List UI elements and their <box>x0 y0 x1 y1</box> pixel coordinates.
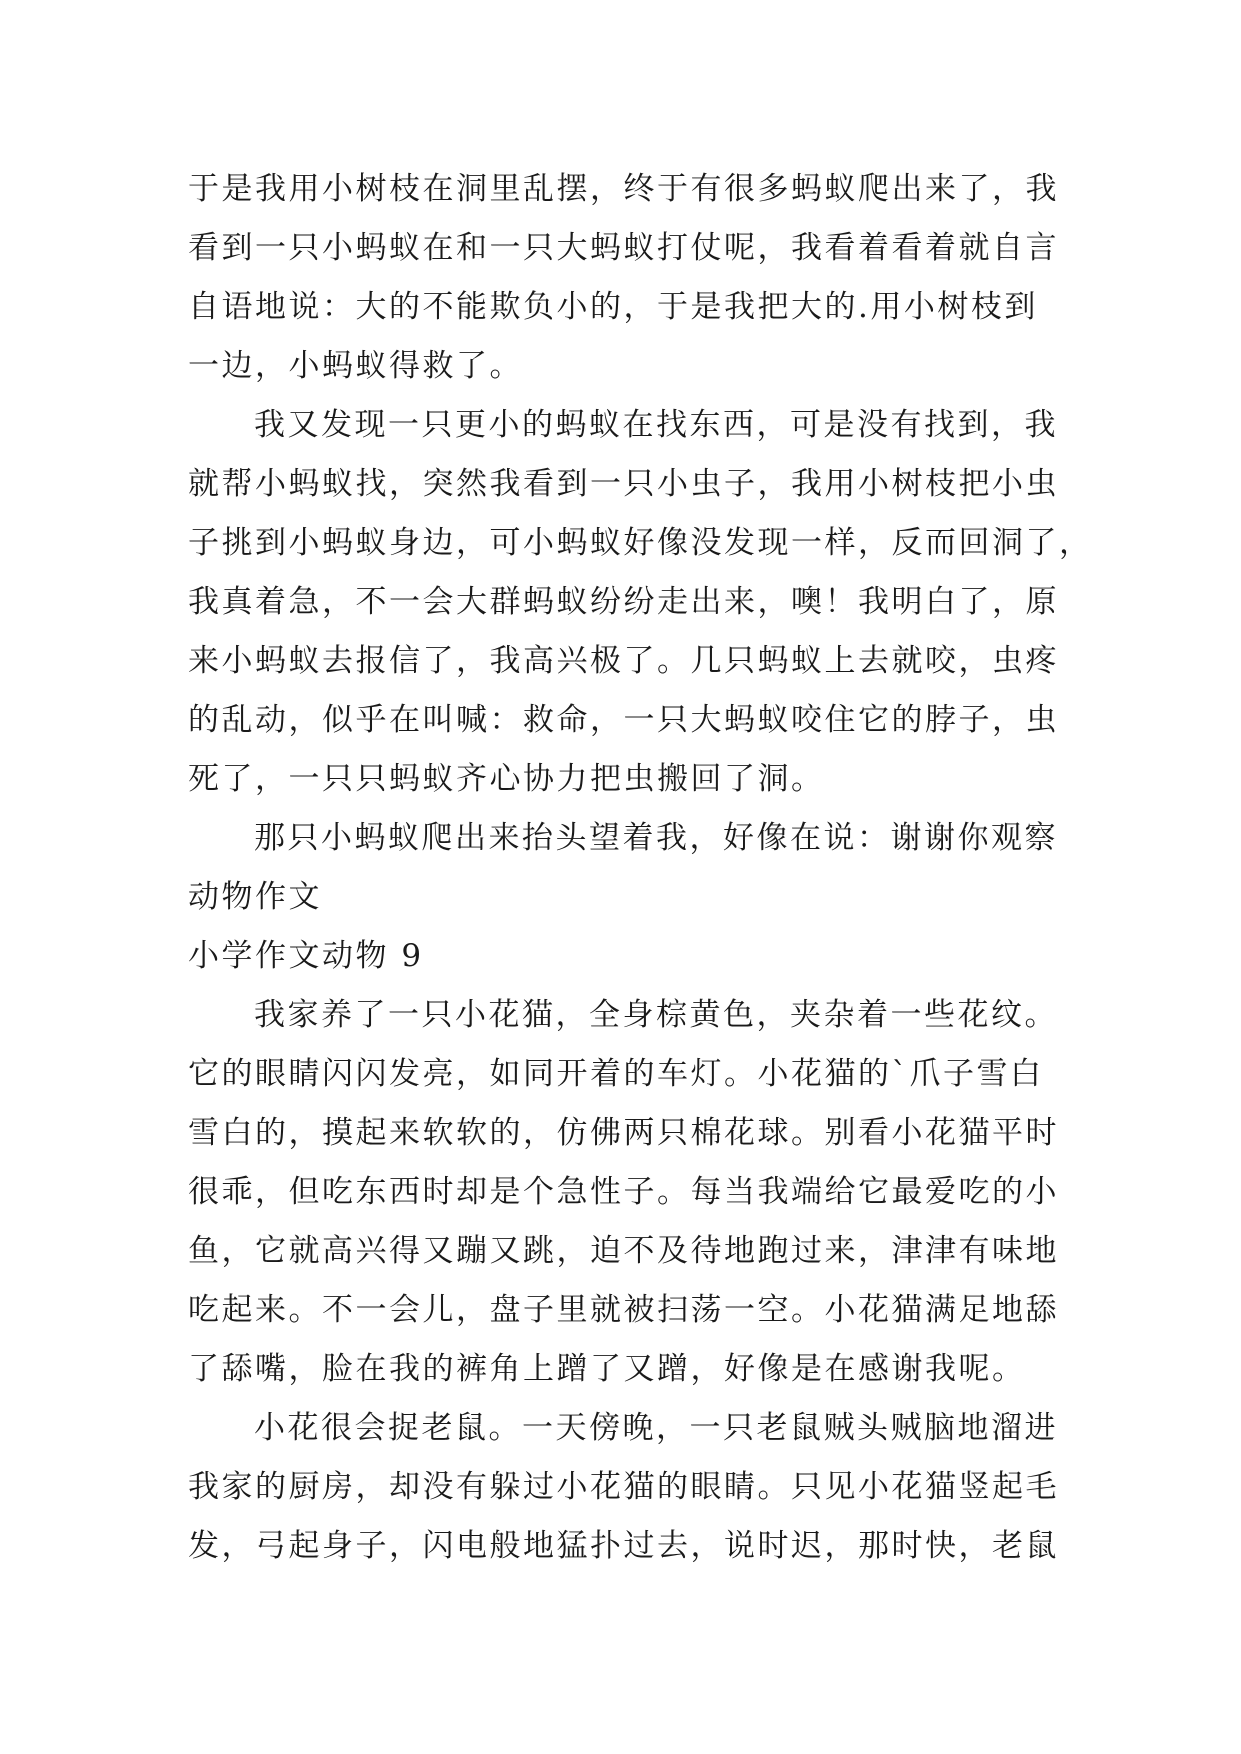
text-line: 就帮小蚂蚁找，突然我看到一只小虫子，我用小树枝把小虫 <box>188 466 1059 502</box>
text-line: 了舔嘴，脸在我的裤角上蹭了又蹭，好像是在感谢我呢。 <box>188 1351 1026 1387</box>
text-line: 小花很会捉老鼠。一天傍晚，一只老鼠贼头贼脑地溜进 <box>254 1410 1058 1446</box>
text-line: 我家的厨房，却没有躲过小花猫的眼睛。只见小花猫竖起毛 <box>188 1469 1059 1505</box>
text-line: 子挑到小蚂蚁身边，可小蚂蚁好像没发现一样，反而回洞了， <box>188 525 1093 561</box>
text-line: 它的眼睛闪闪发亮，如同开着的车灯。小花猫的`爪子雪白 <box>188 1056 1044 1092</box>
text-line: 我家养了一只小花猫，全身棕黄色，夹杂着一些花纹。 <box>254 997 1058 1033</box>
text-line: 吃起来。不一会儿，盘子里就被扫荡一空。小花猫满足地舔 <box>188 1292 1059 1328</box>
text-line: 我又发现一只更小的蚂蚁在找东西，可是没有找到，我 <box>254 407 1058 443</box>
text-line: 我真着急，不一会大群蚂蚁纷纷走出来，噢！我明白了，原 <box>188 584 1059 620</box>
text-line: 的乱动，似乎在叫喊：救命，一只大蚂蚁咬住它的脖子，虫 <box>188 702 1059 738</box>
text-line: 鱼，它就高兴得又蹦又跳，迫不及待地跑过来，津津有味地 <box>188 1233 1059 1269</box>
section-heading: 小学作文动物 9 <box>188 938 424 974</box>
document-body <box>188 160 1093 1576</box>
text-line: 于是我用小树枝在洞里乱摆，终于有很多蚂蚁爬出来了，我 <box>188 171 1059 207</box>
text-line: 很乖，但吃东西时却是个急性子。每当我端给它最爱吃的小 <box>188 1174 1059 1210</box>
text-line: 看到一只小蚂蚁在和一只大蚂蚁打仗呢，我看着看着就自言 <box>188 230 1059 266</box>
text-line: 自语地说：大的不能欺负小的，于是我把大的.用小树枝到 <box>188 289 1038 325</box>
text-line: 一边，小蚂蚁得救了。 <box>188 348 523 384</box>
text-line: 死了，一只只蚂蚁齐心协力把虫搬回了洞。 <box>188 761 825 797</box>
text-line: 来小蚂蚁去报信了，我高兴极了。几只蚂蚁上去就咬，虫疼 <box>188 643 1059 679</box>
text-line: 那只小蚂蚁爬出来抬头望着我，好像在说：谢谢你观察 <box>254 820 1058 856</box>
text-line: 发，弓起身子，闪电般地猛扑过去，说时迟，那时快，老鼠 <box>188 1528 1059 1564</box>
text-line: 雪白的，摸起来软软的，仿佛两只棉花球。别看小花猫平时 <box>188 1115 1059 1151</box>
text-line: 动物作文 <box>188 879 322 915</box>
